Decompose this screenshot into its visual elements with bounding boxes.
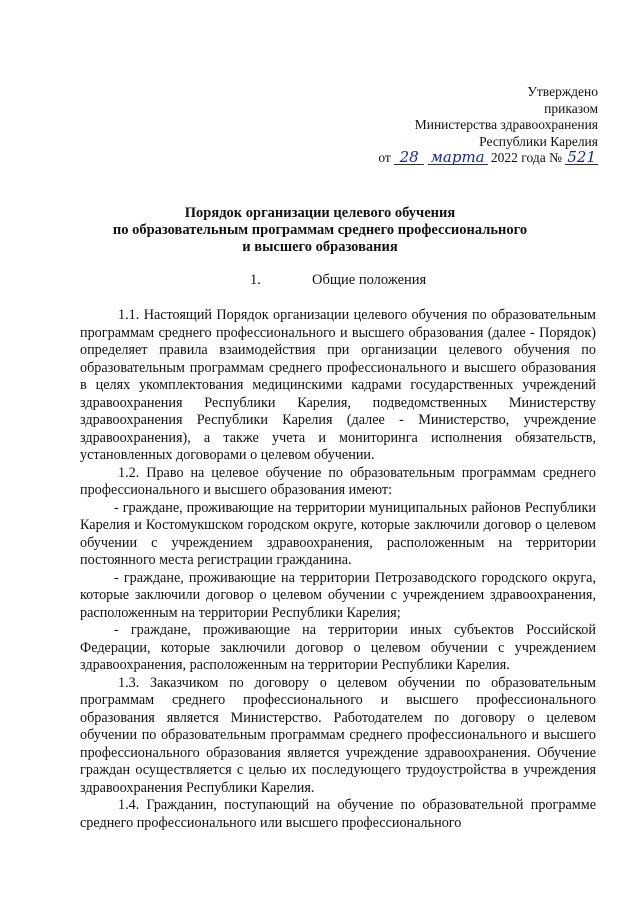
- title-line-3: и высшего образования: [242, 239, 398, 255]
- title-line-2: по образовательным программам среднего профессионального: [112, 222, 528, 238]
- paragraph-1-4: 1.4. Гражданин, поступающий на обучение по образовательной программе среднего профессионального или высшего профессионального: [80, 797, 596, 831]
- paragraph-1-1: 1.1. Настоящий Порядок организации целевого обучения по образовательным программам среднего профессионального и высшего образования (далее - Порядок) определяет правила взаимодействия при организации целевого обучения по образовательным программам среднего профессионального и высшего образования в целях укомплектования медицинскими кадрами государственных учреждений здравоохранения Республики Карелия, подведомственных Министерству здравоохранения Республики Карелия (далее - Министерство, учреждение здравоохранения), а также учета и мониторинга исполнения обязательств, установленных договорами о целевом обучении.: [80, 307, 596, 463]
- approval-date-line: [378, 150, 598, 167]
- from-label: от: [378, 150, 391, 165]
- paragraph-1-3: 1.3. Заказчиком по договору о целевом обучении по образовательным программам среднего профессионального и высшего профессионального образования является Министерство. Работодателем по договору о целевом обучении по образовательным программам среднего профессионального и высшего профессионального образования является учреждение здравоохранения. Обучение граждан осуществляется с целью их последующего трудоустройства в учреждения здравоохранения Республики Карелия.: [80, 674, 596, 796]
- approval-line-approved: Утверждено: [527, 84, 598, 99]
- handwritten-month: марта: [428, 150, 488, 165]
- approval-line-ministry: Министерства здравоохранения: [414, 117, 598, 132]
- approval-block: [378, 84, 598, 167]
- section-number: 1.: [250, 272, 261, 288]
- approval-line-order: приказом: [544, 100, 598, 116]
- approval-line-republic: Республики Карелия: [479, 133, 598, 149]
- paragraph-1-2: 1.2. Право на целевое обучение по образовательным программам среднего профессионального и высшего образования имеют:: [80, 464, 596, 498]
- document-title: [0, 205, 640, 256]
- list-item: - граждане, проживающие на территории муниципальных районов Республики Карелия и Костомукшском городском округе, которые заключили договор о целевом обучении с учреждением здравоохранения, расположенным на территории постоянного места регистрации гражданина.: [80, 499, 596, 568]
- year-label: 2022 года №: [490, 150, 562, 165]
- list-item: - граждане, проживающие на территории Петрозаводского городского округа, которые заключили договор о целевом обучении с учреждением здравоохранения, расположенным на территории Республики Карелия;: [80, 569, 596, 621]
- section-name: Общие положения: [312, 272, 427, 288]
- list-item: - граждане, проживающие на территории иных субъектов Российской Федерации, которые заключили договор о целевом обучении с учреждением здравоохранения, расположенным на территории Республики Карелия.: [80, 622, 596, 673]
- document-body: [80, 307, 596, 832]
- handwritten-order-number: 521: [567, 148, 596, 166]
- title-line-1: Порядок организации целевого обучения: [184, 205, 456, 221]
- handwritten-day: 28: [394, 150, 424, 165]
